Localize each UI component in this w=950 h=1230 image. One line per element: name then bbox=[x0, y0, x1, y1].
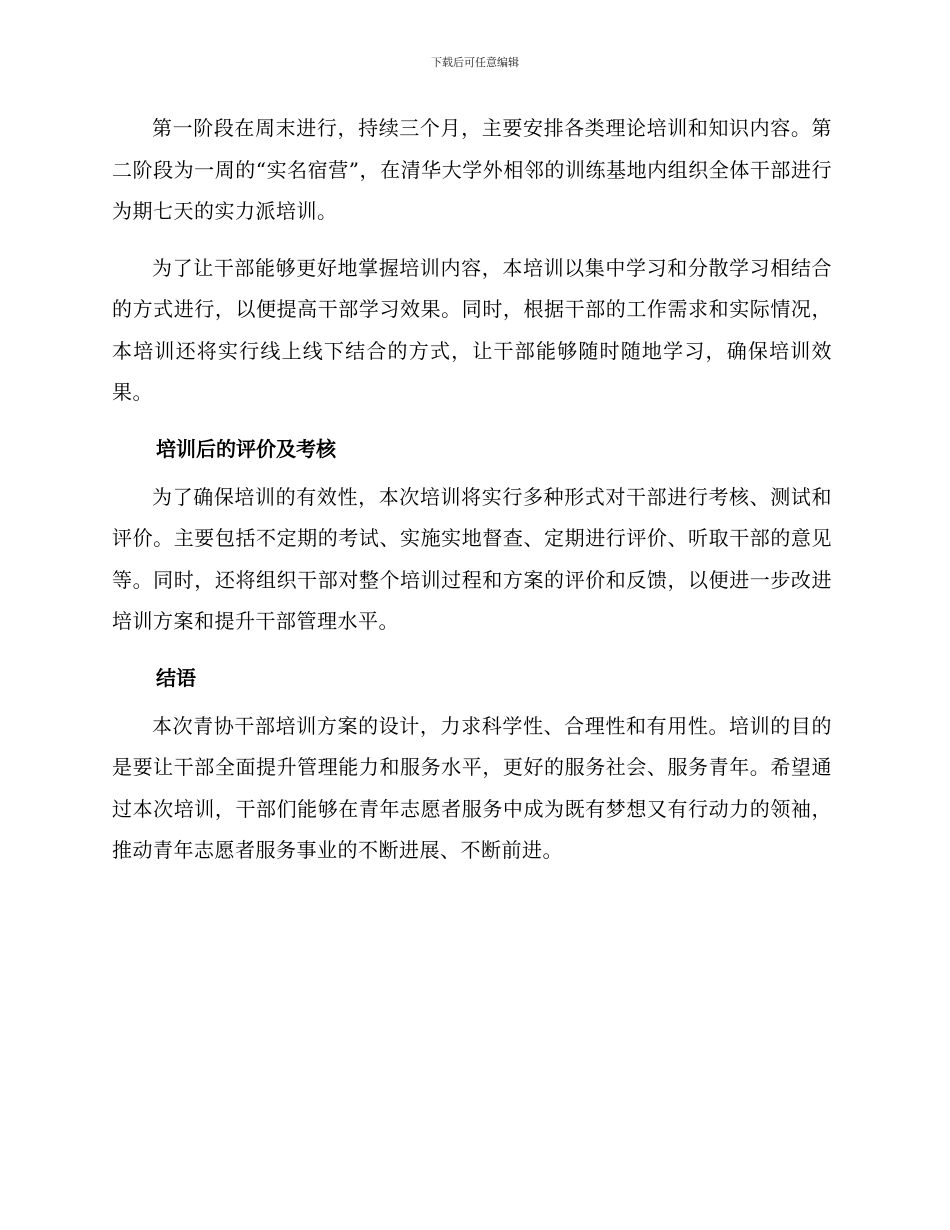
paragraph-conclusion: 本次青协干部培训方案的设计，力求科学性、合理性和有用性。培训的目的是要让干部全面提升管理能力和服务水平，更好的服务社会、服务青年。希望通过本次培训，干部们能够在青年志愿者服务中成为既有梦想又有行动力的领袖，推动青年志愿者服务事业的不断进展、不断前进。 bbox=[112, 713, 832, 862]
document-body bbox=[112, 108, 832, 887]
paragraph-training-stages: 第一阶段在周末进行，持续三个月，主要安排各类理论培训和知识内容。第二阶段为一周的“实名宿营”，在清华大学外相邻的训练基地内组织全体干部进行为期七天的实力派培训。 bbox=[112, 116, 832, 223]
section-heading-evaluation: 培训后的评价及考核 bbox=[156, 436, 336, 461]
header-note: 下载后可任意编辑 bbox=[431, 56, 519, 69]
section-heading-conclusion: 结语 bbox=[156, 665, 196, 690]
paragraph-training-method: 为了让干部能够更好地掌握培训内容，本培训以集中学习和分散学习相结合的方式进行，以便提高干部学习效果。同时，根据干部的工作需求和实际情况，本培训还将实行线上线下结合的方式，让干部能够随时随地学习，确保培训效果。 bbox=[112, 255, 832, 404]
paragraph-evaluation: 为了确保培训的有效性，本次培训将实行多种形式对干部进行考核、测试和评价。主要包括不定期的考试、实施实地督查、定期进行评价、听取干部的意见等。同时，还将组织干部对整个培训过程和方案的评价和反馈，以便进一步改进培训方案和提升干部管理水平。 bbox=[112, 484, 832, 633]
